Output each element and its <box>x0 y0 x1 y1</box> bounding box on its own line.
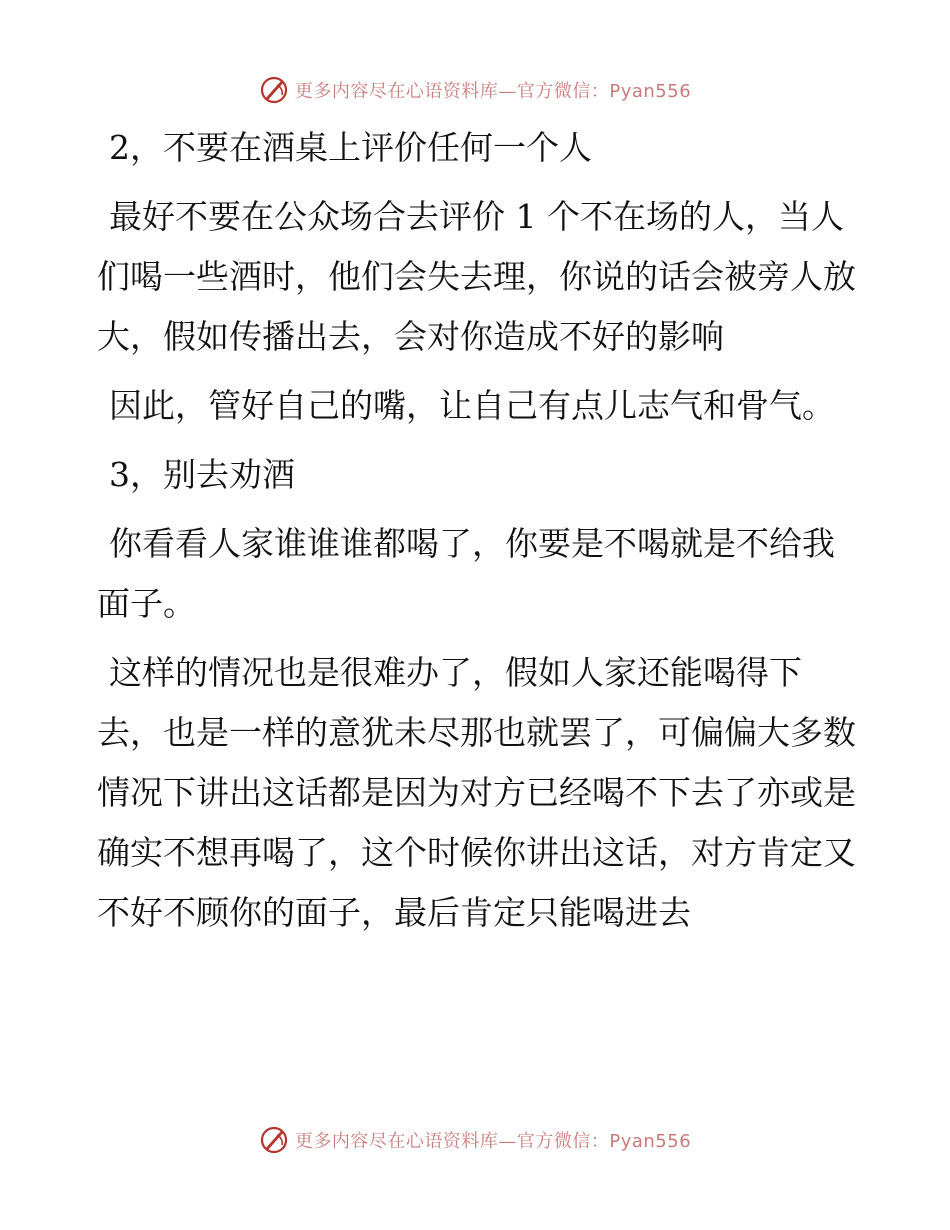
section-heading-3: 3，别去劝酒 <box>109 455 295 494</box>
header-banner-main: 更多内容尽在心语资料库 <box>294 81 499 102</box>
footer-banner-sep: — <box>498 1131 517 1152</box>
header-banner-wechat: 官方微信： <box>516 81 610 102</box>
footer-banner <box>0 1120 950 1160</box>
footer-banner-id: Pyan556 <box>609 1131 692 1152</box>
footer-banner-text <box>295 1127 691 1153</box>
header-banner <box>0 70 950 110</box>
paragraph-1: 最好不要在公众场合去评价 1 个不在场的人，当人们喝一些酒时，他们会失去理，你说的话会被旁人放大，假如传播出去，会对你造成不好的影响 <box>97 197 856 356</box>
document-body <box>97 118 857 943</box>
paragraph-3: 你看看人家谁谁谁都喝了，你要是不喝就是不给我面子。 <box>97 524 835 623</box>
footer-banner-main: 更多内容尽在心语资料库 <box>294 1131 499 1152</box>
footer-banner-wechat: 官方微信： <box>516 1131 610 1152</box>
paragraph-2: 因此，管好自己的嘴，让自己有点儿志气和骨气。 <box>109 386 835 425</box>
quill-logo-icon <box>259 1125 289 1155</box>
header-banner-text <box>295 77 691 103</box>
header-banner-sep: — <box>498 81 517 102</box>
section-heading-2: 2，不要在酒桌上评价任何一个人 <box>109 128 592 167</box>
header-banner-id: Pyan556 <box>609 81 692 102</box>
paragraph-4: 这样的情况也是很难办了，假如人家还能喝得下去，也是一样的意犹未尽那也就罢了，可偏偏大多数情况下讲出这话都是因为对方已经喝不下去了亦或是确实不想再喝了，这个时候你讲出这话，对方肯定又不好不顾你的面子，最后肯定只能喝进去 <box>97 653 856 932</box>
quill-logo-icon <box>259 75 289 105</box>
